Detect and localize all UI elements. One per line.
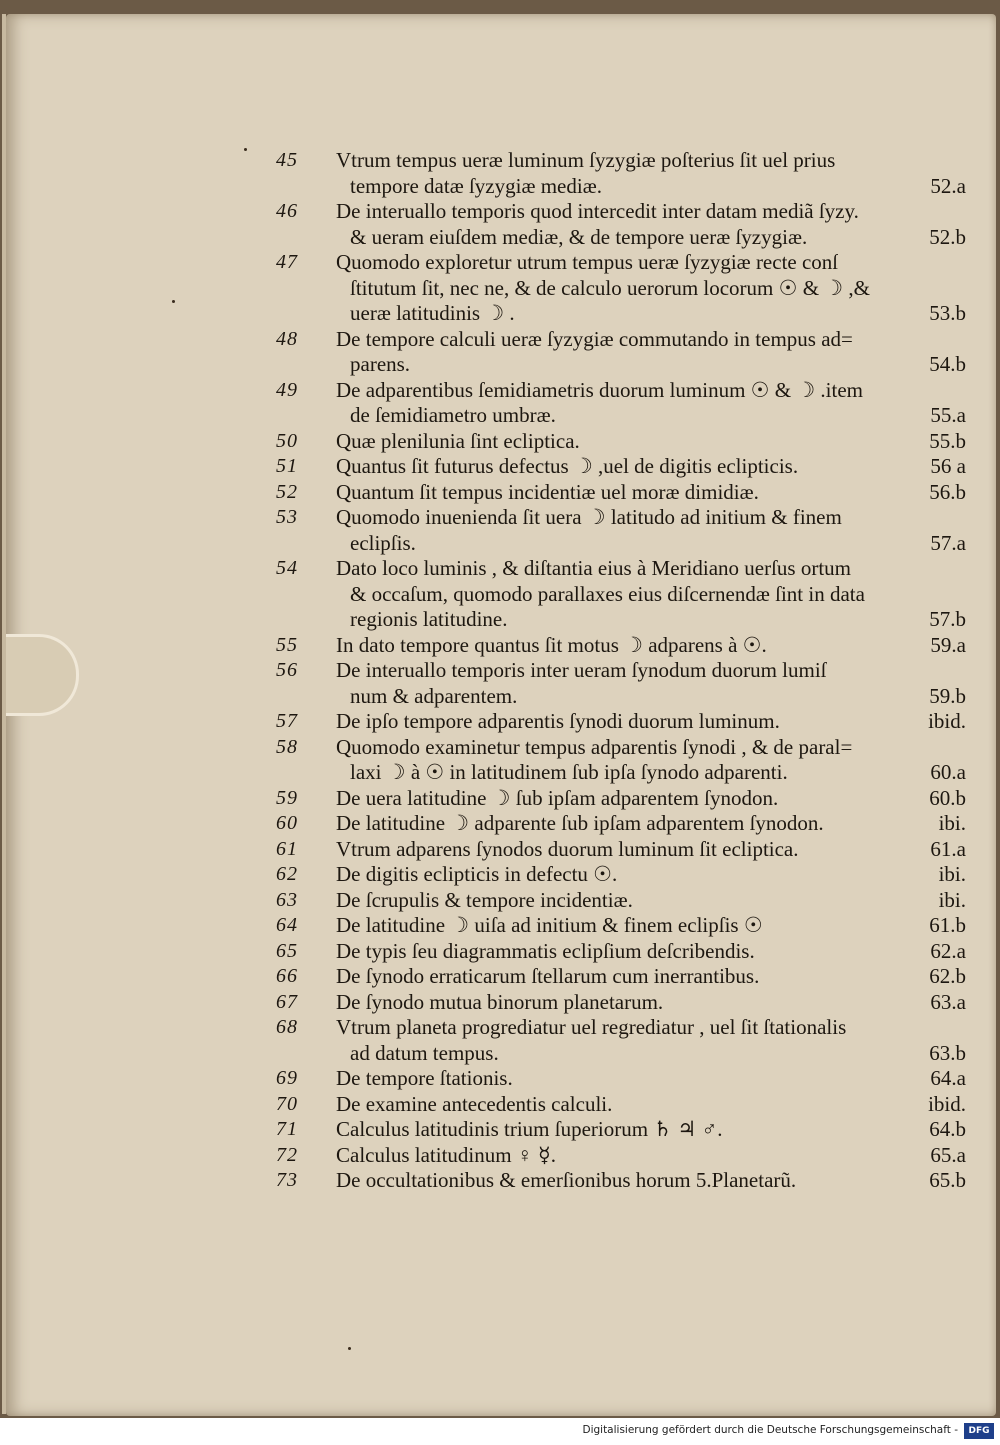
entry-page-ref: 63.a <box>930 989 966 1014</box>
entry-number: 60 <box>276 812 298 834</box>
book-page <box>6 14 996 1416</box>
entry-line <box>336 837 966 863</box>
entry-page-ref: 64.b <box>929 1117 966 1141</box>
toc-entry <box>276 429 966 455</box>
ink-speck <box>244 148 247 151</box>
entry-page-ref: ibi. <box>938 811 966 835</box>
entry-line <box>336 709 966 735</box>
toc-entry <box>276 939 966 965</box>
entry-number: 73 <box>276 1169 298 1191</box>
entry-title: De ipſo tempore adparentis ſynodi duorum luminum. <box>336 709 780 733</box>
entry-title: De latitudine ☽ adparente ſub ipſam adparentem ſynodon. <box>336 811 824 835</box>
entry-page-ref: 65.b <box>929 1168 966 1192</box>
toc-entry <box>276 837 966 863</box>
entry-page-ref: 55.b <box>929 428 966 453</box>
entry-line <box>336 225 966 251</box>
entry-page-ref: ibi. <box>938 862 966 886</box>
entry-line <box>336 250 966 276</box>
entry-title: Dato loco luminis , & diſtantia eius à Meridiano uerſus ortum <box>336 556 851 580</box>
entry-title: Quomodo examinetur tempus adparentis ſynodi , & de paral= <box>336 734 853 759</box>
toc-entry <box>276 786 966 812</box>
toc-entry <box>276 1168 966 1194</box>
entry-title: tempore datæ ſyzygiæ mediæ. <box>350 173 602 198</box>
entry-line <box>336 684 966 710</box>
entry-line <box>336 1041 966 1067</box>
entry-title: Vtrum tempus ueræ luminum ſyzygiæ poſterius ſit uel prius <box>336 148 836 172</box>
entry-line <box>336 454 966 480</box>
entry-line <box>336 862 966 888</box>
entry-line <box>336 633 966 659</box>
toc-entry <box>276 964 966 990</box>
toc-entry <box>276 1143 966 1169</box>
entry-page-ref: 62.a <box>930 938 966 963</box>
entry-page-ref: 65.a <box>930 1142 966 1167</box>
ink-speck <box>172 300 175 303</box>
entry-line <box>336 480 966 506</box>
toc-entry <box>276 454 966 480</box>
entry-title: Calculus latitudinum ♀ ☿. <box>336 1142 556 1167</box>
entry-title: Vtrum adparens ſynodos duorum luminum ſit ecliptica. <box>336 836 799 861</box>
toc-entry <box>276 1117 966 1143</box>
entry-number: 72 <box>276 1143 298 1166</box>
entry-page-ref: 60.b <box>929 785 966 810</box>
entry-page-ref: 56 a <box>930 454 966 478</box>
entry-title: In dato tempore quantus ſit motus ☽ adparens à ☉. <box>336 632 767 657</box>
entry-line <box>336 301 966 327</box>
entry-page-ref: ibid. <box>928 709 966 733</box>
entry-page-ref: 52.a <box>930 173 966 198</box>
entry-number: 48 <box>276 327 298 350</box>
entry-title: & ueram eiuſdem mediæ, & de tempore ueræ ſyzygiæ. <box>350 224 808 249</box>
toc-entry <box>276 199 966 250</box>
entry-title: Quæ plenilunia ſint ecliptica. <box>336 428 580 453</box>
entry-title: De ſynodo mutua binorum planetarum. <box>336 989 664 1014</box>
entry-title: De ſcrupulis & tempore incidentiæ. <box>336 887 633 912</box>
entry-number: 65 <box>276 939 298 962</box>
entry-number: 45 <box>276 149 298 171</box>
entry-line <box>336 276 966 302</box>
entry-line <box>336 1168 966 1194</box>
entry-page-ref: 61.a <box>930 836 966 861</box>
table-of-contents <box>276 148 966 1194</box>
entry-title: ad datum tempus. <box>350 1040 499 1065</box>
toc-entry <box>276 811 966 837</box>
toc-entry <box>276 148 966 199</box>
toc-entry <box>276 990 966 1016</box>
entry-title: Vtrum planeta progrediatur uel regrediatur , uel ſit ſtationalis <box>336 1015 847 1039</box>
entry-number: 47 <box>276 251 298 273</box>
entry-line <box>336 786 966 812</box>
footer-credit: Digitalisierung gefördert durch die Deutsche Forschungsgemeinschaft - <box>582 1424 958 1436</box>
toc-entry <box>276 913 966 939</box>
entry-number: 68 <box>276 1016 298 1038</box>
entry-number: 70 <box>276 1092 298 1115</box>
toc-entry <box>276 735 966 786</box>
entry-number: 50 <box>276 429 298 452</box>
entry-number: 55 <box>276 633 298 656</box>
entry-page-ref: 52.b <box>929 224 966 249</box>
entry-page-ref: ibid. <box>928 1091 966 1116</box>
entry-page-ref: 64.a <box>930 1066 966 1090</box>
entry-page-ref: 60.a <box>930 760 966 784</box>
toc-entry <box>276 378 966 429</box>
entry-page-ref: ibi. <box>938 887 966 912</box>
ink-speck <box>348 1347 351 1350</box>
entry-line <box>336 378 966 404</box>
entry-line <box>336 607 966 633</box>
entry-page-ref: 53.b <box>929 301 966 325</box>
entry-number: 54 <box>276 557 298 579</box>
entry-title: Quantum ſit tempus incidentiæ uel moræ dimidiæ. <box>336 479 759 504</box>
toc-entry <box>276 250 966 327</box>
entry-line <box>336 964 966 990</box>
entry-page-ref: 61.b <box>929 913 966 937</box>
entry-number: 69 <box>276 1067 298 1089</box>
entry-line <box>336 148 966 174</box>
entry-number: 53 <box>276 506 298 528</box>
entry-line <box>336 556 966 582</box>
entry-line <box>336 760 966 786</box>
entry-title: eclipſis. <box>350 530 416 555</box>
toc-entry <box>276 480 966 506</box>
entry-line <box>336 531 966 557</box>
entry-page-ref: 55.a <box>930 403 966 427</box>
entry-number: 66 <box>276 965 298 987</box>
toc-entry <box>276 888 966 914</box>
entry-title: ſtitutum ſit, nec ne, & de calculo uerorum locorum ☉ & ☽ ,& <box>350 275 870 300</box>
entry-line <box>336 352 966 378</box>
toc-entry <box>276 556 966 633</box>
toc-entry <box>276 505 966 556</box>
entry-line <box>336 658 966 684</box>
toc-entry <box>276 1015 966 1066</box>
digitization-footer <box>0 1418 1000 1445</box>
entry-page-ref: 56.b <box>929 479 966 504</box>
entry-page-ref: 62.b <box>929 964 966 988</box>
entry-title: De tempore calculi ueræ ſyzygiæ commutando in tempus ad= <box>336 326 853 351</box>
toc-entry <box>276 327 966 378</box>
entry-page-ref: 54.b <box>929 352 966 376</box>
entry-number: 51 <box>276 455 298 477</box>
entry-page-ref: 57.b <box>929 607 966 631</box>
entry-title: De latitudine ☽ uiſa ad initium & finem eclipſis ☉ <box>336 913 763 937</box>
toc-entry <box>276 633 966 659</box>
entry-page-ref: 57.a <box>930 530 966 555</box>
entry-number: 62 <box>276 863 298 885</box>
entry-line <box>336 913 966 939</box>
entry-number: 64 <box>276 914 298 936</box>
entry-line <box>336 1092 966 1118</box>
entry-title: de ſemidiametro umbræ. <box>350 403 556 427</box>
toc-entry <box>276 1066 966 1092</box>
entry-line <box>336 939 966 965</box>
dfg-logo: DFG <box>964 1423 994 1439</box>
entry-line <box>336 1143 966 1169</box>
entry-page-ref: 59.a <box>930 632 966 657</box>
toc-entry <box>276 1092 966 1118</box>
toc-entry <box>276 658 966 709</box>
entry-line <box>336 429 966 455</box>
entry-title: De occultationibus & emerſionibus horum 5.Planetarũ. <box>336 1168 797 1192</box>
entry-page-ref: 59.b <box>929 683 966 708</box>
entry-title: regionis latitudine. <box>350 607 508 631</box>
binding-strip <box>6 634 79 716</box>
entry-number: 67 <box>276 990 298 1013</box>
entry-title: De digitis eclipticis in defectu ☉. <box>336 862 618 886</box>
entry-title: De tempore ſtationis. <box>336 1066 513 1090</box>
entry-line <box>336 1066 966 1092</box>
entry-title: laxi ☽ à ☉ in latitudinem ſub ipſa ſynodo adparenti. <box>350 760 788 784</box>
entry-line <box>336 811 966 837</box>
entry-title: ueræ latitudinis ☽ . <box>350 301 515 325</box>
entry-number: 57 <box>276 710 298 732</box>
entry-title: De interuallo temporis quod intercedit inter datam mediã ſyzy. <box>336 199 859 223</box>
entry-page-ref: 63.b <box>929 1040 966 1065</box>
entry-line <box>336 735 966 761</box>
entry-line <box>336 1015 966 1041</box>
entry-number: 49 <box>276 378 298 401</box>
entry-title: num & adparentem. <box>350 683 518 708</box>
entry-title: De ſynodo erraticarum ſtellarum cum inerrantibus. <box>336 964 760 988</box>
entry-number: 59 <box>276 786 298 809</box>
entry-title: & occaſum, quomodo parallaxes eius diſcernendæ ſint in data <box>350 581 865 606</box>
entry-title: Quomodo exploretur utrum tempus ueræ ſyzygiæ recte conſ <box>336 250 839 274</box>
entry-title: De examine antecedentis calculi. <box>336 1091 613 1116</box>
entry-title: De adparentibus ſemidiametris duorum luminum ☉ & ☽ .item <box>336 377 863 402</box>
entry-line <box>336 505 966 531</box>
entry-title: De typis ſeu diagrammatis eclipſium deſcribendis. <box>336 938 755 963</box>
entry-line <box>336 582 966 608</box>
entry-number: 63 <box>276 888 298 911</box>
entry-line <box>336 403 966 429</box>
entry-number: 71 <box>276 1118 298 1140</box>
toc-entry <box>276 862 966 888</box>
entry-title: Quomodo inuenienda ſit uera ☽ latitudo ad initium & finem <box>336 505 842 529</box>
entry-number: 58 <box>276 735 298 758</box>
entry-number: 52 <box>276 480 298 503</box>
entry-line <box>336 174 966 200</box>
entry-title: De interuallo temporis inter ueram ſynodum duorum lumiſ <box>336 658 827 682</box>
toc-entry <box>276 709 966 735</box>
entry-number: 46 <box>276 200 298 222</box>
entry-number: 56 <box>276 659 298 681</box>
entry-line <box>336 199 966 225</box>
entry-line <box>336 888 966 914</box>
entry-line <box>336 1117 966 1143</box>
entry-title: Calculus latitudinis trium ſuperiorum ♄ ♃ ♂. <box>336 1117 723 1141</box>
entry-title: parens. <box>350 352 411 376</box>
entry-number: 61 <box>276 837 298 860</box>
entry-line <box>336 990 966 1016</box>
entry-line <box>336 327 966 353</box>
entry-title: De uera latitudine ☽ ſub ipſam adparentem ſynodon. <box>336 785 779 810</box>
entry-title: Quantus ſit futurus defectus ☽ ,uel de digitis eclipticis. <box>336 454 799 478</box>
